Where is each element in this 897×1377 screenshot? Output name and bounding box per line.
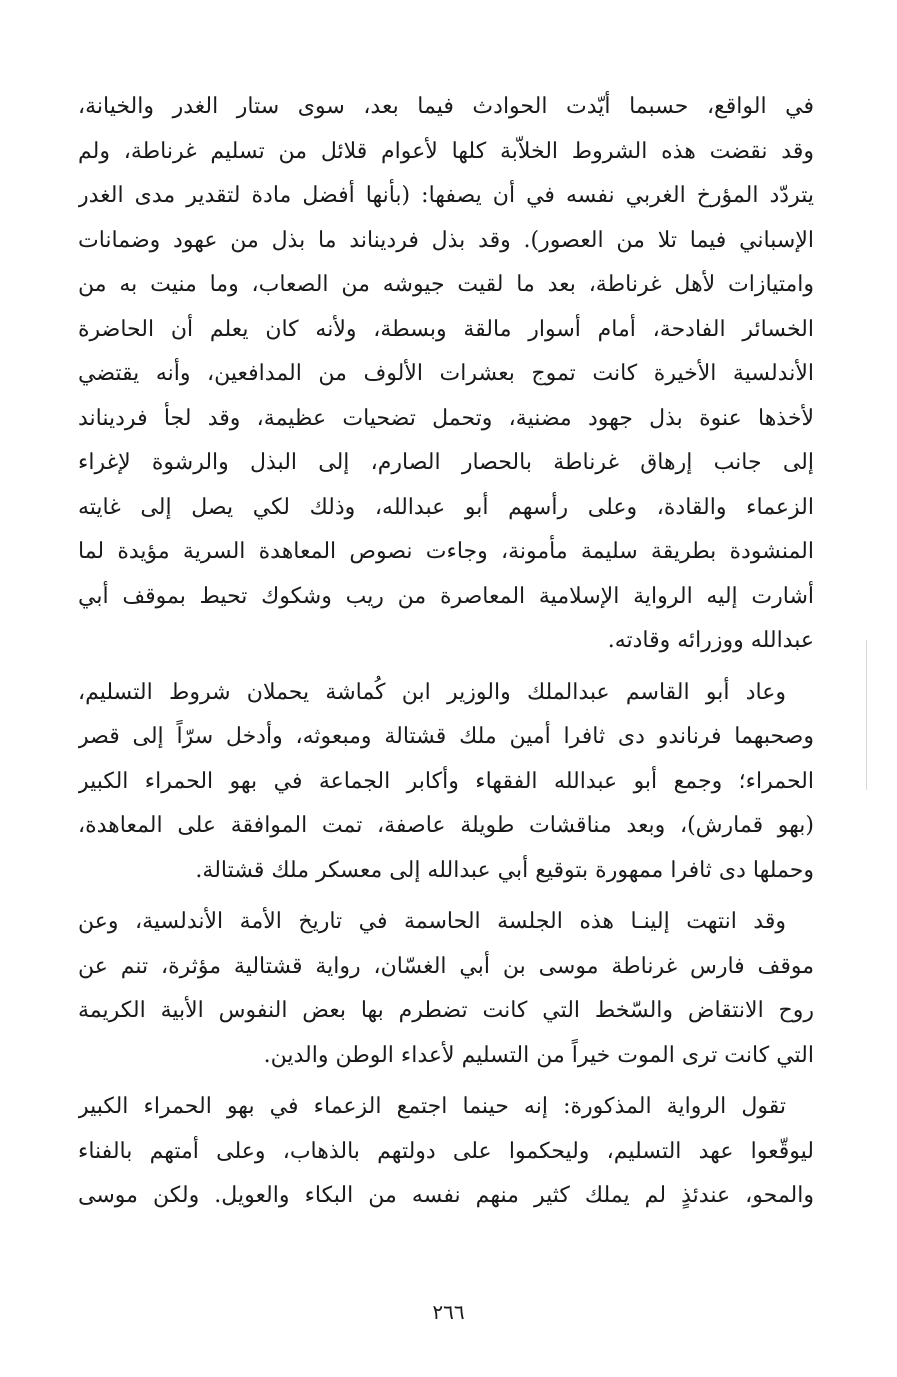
scan-margin-line — [866, 640, 867, 790]
text-line: وامتيازات لأهل غرناطة، بعد ما لقيت جيوشه من الصعاب، وما منيت به من — [78, 272, 814, 297]
text-line: يتردّد المؤرخ الغربي نفسه في أن يصفها: (بأنها أفضل مادة لتقدير مدى الغدر — [78, 183, 814, 208]
text-line: والمحو، عندئذٍ لم يملك كثير منهم نفسه من البكاء والعويل. ولكن موسى — [78, 1183, 814, 1208]
text-line: الأندلسية الأخيرة كانت تموج بعشرات الألوف من المدافعين، وأنه يقتضي — [78, 361, 814, 386]
text-line: المنشودة بطريقة سليمة مأمونة، وجاءت نصوص المعاهدة السرية مؤيدة لما — [78, 539, 814, 564]
text-line: وصحبهما فرناندو دى ثافرا أمين ملك قشتالة ومبعوثه، وأدخل سرّاً إلى قصر — [78, 724, 814, 749]
text-line: (بهو قمارش)، وبعد مناقشات طويلة عاصفة، تمت الموافقة على المعاهدة، — [78, 813, 814, 838]
text-line: أشارت إليه الرواية الإسلامية المعاصرة من ريب وشكوك تحيط بموقف أبي — [78, 583, 814, 609]
text-line: التي كانت ترى الموت خيراً من التسليم لأعداء الوطن والدين. — [263, 1042, 814, 1068]
paragraph — [78, 1085, 814, 1219]
text-line: ليوقّعوا عهد التسليم، وليحكموا على دولتهم بالذهاب، وعلى أمتهم بالفناء — [78, 1138, 814, 1164]
text-line: روح الانتقاض والسّخط التي كانت تضطرم بها بعض النفوس الأبية الكريمة — [78, 998, 814, 1023]
text-line: عبدالله ووزرائه وقادته. — [607, 628, 814, 653]
text-line: لأخذها عنوة بذل جهود مضنية، وتحمل تضحيات عظيمة، وقد لجأ فرديناند — [78, 405, 814, 431]
text-line: وحملها دى ثافرا ممهورة بتوقيع أبي عبدالله إلى معسكر ملك قشتالة. — [195, 857, 814, 883]
text-line: الحمراء؛ وجمع أبو عبدالله الفقهاء وأكابر الجماعة في بهو الحمراء الكبير — [78, 768, 814, 794]
paragraph-gap — [78, 664, 814, 671]
text-line: إلى جانب إرهاق غرناطة بالحصار الصارم، إلى البذل والرشوة لإغراء — [78, 450, 814, 475]
text-line: في الواقع، حسبما أيّدت الحوادث فيما بعد، سوى ستار الغدر والخيانة، — [78, 94, 814, 119]
paragraph — [78, 85, 814, 664]
text-line: وقد انتهت إلينـا هذه الجلسة الحاسمة في تاريخ الأمة الأندلسية، وعن — [78, 909, 786, 934]
body-text — [78, 85, 814, 1219]
text-line: وقد نقضت هذه الشروط الخلاّبة كلها لأعوام قلائل من تسليم غرناطة، ولم — [78, 138, 814, 164]
text-line: الزعماء والقادة، وعلى رأسهم أبو عبدالله، وذلك لكي يصل إلى غايته — [78, 494, 814, 520]
text-line: وعاد أبو القاسم عبدالملك والوزير ابن كُماشة يحملان شروط التسليم، — [78, 679, 786, 705]
text-line: الإسباني فيما تلا من العصور). وقد بذل فرديناند ما بذل من عهود وضمانات — [78, 227, 814, 253]
text-line: تقول الرواية المذكورة: إنه حينما اجتمع الزعماء في بهو الحمراء الكبير — [78, 1094, 786, 1119]
page-number: ٢٦٦ — [432, 1300, 465, 1324]
paragraph — [78, 900, 814, 1078]
paragraph-gap — [78, 1078, 814, 1085]
text-line: الخسائر الفادحة، أمام أسوار مالقة وبسطة، ولأنه كان يعلم أن الحاضرة — [78, 316, 814, 342]
paragraph — [78, 671, 814, 894]
text-line: موقف فارس غرناطة موسى بن أبي الغسّان، رواية قشتالية مؤثرة، تنم عن — [78, 953, 814, 979]
paragraph-gap — [78, 893, 814, 900]
